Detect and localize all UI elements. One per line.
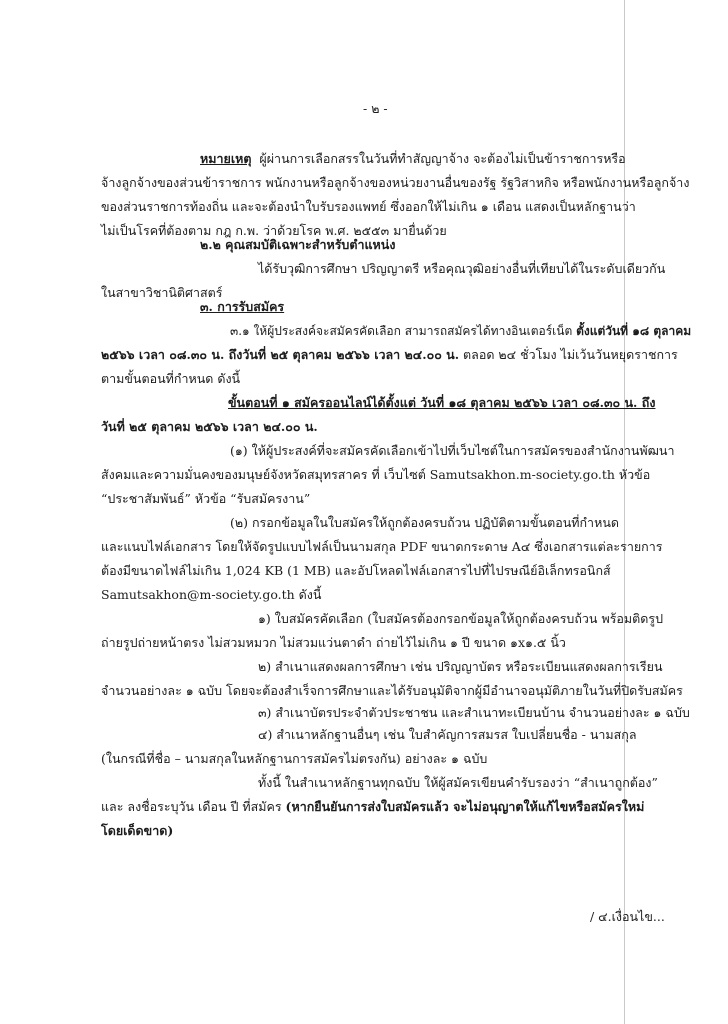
copy-note-line-1: ทั้งนี้ ในสำเนาหลักฐานทุกฉบับ ให้ผู้สมัครเขียนคำรับรองว่า “สำเนาถูกต้อง” (258, 775, 658, 790)
section-2-2-line-2: ในสาขาวิชานิติศาสตร์ (101, 285, 223, 300)
remark-line-4: ไม่เป็นโรคที่ต้องตาม กฎ ก.พ. ว่าด้วยโรค พ.ศ. ๒๕๕๓ มายื่นด้วย (101, 223, 447, 238)
section-3-1-line-2: ๒๕๖๖ เวลา ๐๘.๓๐ น. ถึงวันที่ ๒๕ ตุลาคม ๒๕๖๖ เวลา ๒๔.๐๐ น. ตลอด ๒๔ ชั่วโมง ไม่เว้นวันหยุดราชการ (101, 347, 678, 362)
remark-label: หมายเหตุ (200, 151, 252, 166)
item-1-line-1: (๑) ให้ผู้ประสงค์ที่จะสมัครคัดเลือกเข้าไปที่เว็บไซต์ในการสมัครของสำนักงานพัฒนา (230, 443, 675, 458)
section-3-1-line-1: ๓.๑ ให้ผู้ประสงค์จะสมัครคัดเลือก สามารถสมัครได้ทางอินเตอร์เน็ต ตั้งแต่วันที่ ๑๘ ตุลาคม (230, 324, 692, 338)
doc-1-line-1: ๑) ใบสมัครคัดเลือก (ใบสมัครต้องกรอกข้อมูลให้ถูกต้องครบถ้วน พร้อมติดรูป (258, 611, 664, 626)
doc-4-line-1: ๔) สำเนาหลักฐานอื่นๆ เช่น ใบสำคัญการสมรส ใบเปลี่ยนชื่อ - นามสกุล (258, 727, 637, 742)
continuation-note: / ๔.เงื่อนไข... (590, 909, 665, 924)
doc-4-line-2: (ในกรณีที่ชื่อ – นามสกุลในหลักฐานการสมัครไม่ตรงกัน) อย่างละ ๑ ฉบับ (101, 751, 488, 766)
item-2-line-2: และแนบไฟล์เอกสาร โดยให้จัดรูปแบบไฟล์เป็นนามสกุล PDF ขนาดกระดาษ A๔ ซึ่งเอกสารแต่ละรายการ (101, 539, 663, 554)
doc-3-line: ๓) สำเนาบัตรประจำตัวประชาชน และสำเนาทะเบียนบ้าน จำนวนอย่างละ ๑ ฉบับ (258, 705, 690, 720)
step-1-line-2: วันที่ ๒๕ ตุลาคม ๒๕๖๖ เวลา ๒๔.๐๐ น. (101, 419, 318, 434)
page-number: - ๒ - (363, 101, 388, 116)
item-2-line-1: (๒) กรอกข้อมูลในใบสมัครให้ถูกต้องครบถ้วน ปฏิบัติตามขั้นตอนที่กำหนด (230, 515, 619, 530)
item-1-line-2: สังคมและความมั่นคงของมนุษย์จังหวัดสมุทรสาคร ที่ เว็บไซต์ Samutsakhon.m-society.go.th หัวข้อ (101, 467, 651, 482)
remark-line-1: หมายเหตุ ผู้ผ่านการเลือกสรรในวันที่ทำสัญญาจ้าง จะต้องไม่เป็นข้าราชการหรือ (200, 151, 626, 166)
copy-note-line-2: และ ลงชื่อระบุวัน เดือน ปี ที่สมัคร (หากยืนยันการส่งใบสมัครแล้ว จะไม่อนุญาตให้แก้ไขหรือสมัครใหม่ (101, 799, 645, 814)
section-2-2-heading: ๒.๒ คุณสมบัติเฉพาะสำหรับตำแหน่ง (200, 237, 396, 252)
step-1-line-1: ขั้นตอนที่ ๑ สมัครออนไลน์ได้ตั้งแต่ วันที่ ๑๘ ตุลาคม ๒๕๖๖ เวลา ๐๘.๓๐ น. ถึง (228, 395, 656, 410)
remark-line-3: ของส่วนราชการท้องถิ่น และจะต้องนำใบรับรองแพทย์ ซึ่งออกให้ไม่เกิน ๑ เดือน แสดงเป็นหลักฐานว่า (101, 199, 636, 214)
section-3-1-line-3: ตามขั้นตอนที่กำหนด ดังนี้ (101, 371, 241, 386)
copy-note-line-3: โดยเด็ดขาด) (101, 823, 174, 838)
item-2-line-3: ต้องมีขนาดไฟล์ไม่เกิน 1,024 KB (1 MB) และอัปโหลดไฟล์เอกสารไปที่ไปรษณีย์อิเล็กทรอนิกส์ (101, 563, 611, 578)
remark-line-2: จ้างลูกจ้างของส่วนข้าราชการ พนักงานหรือลูกจ้างของหน่วยงานอื่นของรัฐ รัฐวิสาหกิจ หรือพนักงานหรือลูกจ้าง (101, 175, 690, 190)
section-2-2-line-1: ได้รับวุฒิการศึกษา ปริญญาตรี หรือคุณวุฒิอย่างอื่นที่เทียบได้ในระดับเดียวกัน (258, 261, 666, 276)
section-3-heading: ๓. การรับสมัคร (200, 299, 285, 314)
item-1-line-3: “ประชาสัมพันธ์” หัวข้อ “รับสมัครงาน” (101, 491, 311, 506)
doc-2-line-1: ๒) สำเนาแสดงผลการศึกษา เช่น ปริญญาบัตร หรือระเบียนแสดงผลการเรียน (258, 659, 663, 674)
doc-2-line-2: จำนวนอย่างละ ๑ ฉบับ โดยจะต้องสำเร็จการศึกษาและได้รับอนุมัติจากผู้มีอำนาจอนุมัติภายในวันที่ปิดรับสมัคร (101, 683, 683, 698)
item-2-line-4: Samutsakhon@m-society.go.th ดังนี้ (101, 587, 322, 602)
doc-1-line-2: ถ่ายรูปถ่ายหน้าตรง ไม่สวมหมวก ไม่สวมแว่นตาดำ ถ่ายไว้ไม่เกิน ๑ ปี ขนาด ๑x๑.๕ นิ้ว (101, 635, 566, 650)
